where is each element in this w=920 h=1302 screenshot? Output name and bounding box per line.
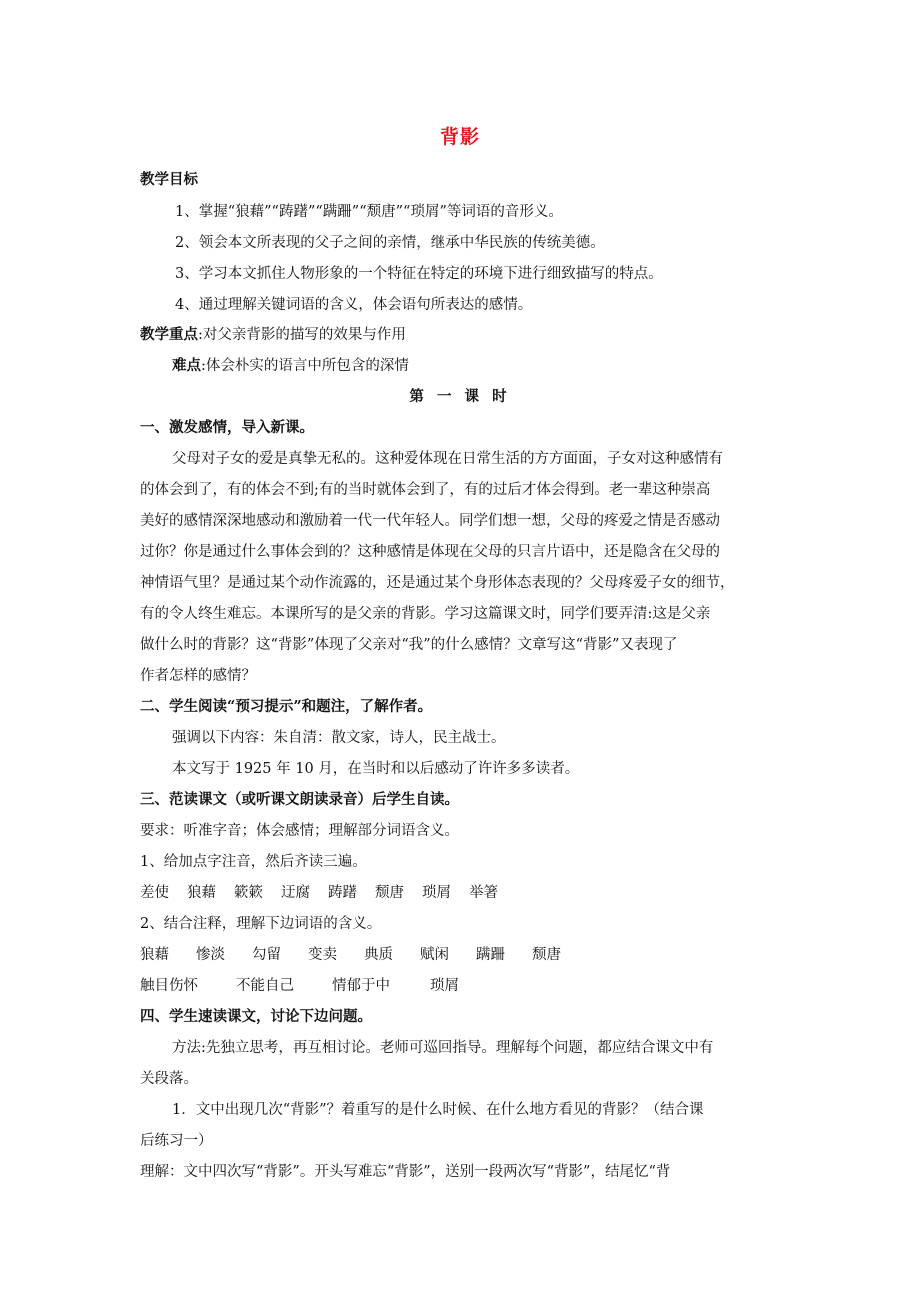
vocab-word: 赋闲 [420,947,449,963]
paragraph-line: 关段落。 [140,1071,198,1087]
paragraph-line: 美好的感情深深地感动和激励着一代一代年轻人。同学们想一想，父母的疼爱之情是否感动 [140,513,720,529]
vocab-word: 蹒跚 [476,947,505,963]
word-list [140,883,498,903]
word-list [140,976,459,996]
difficulty [172,356,409,376]
vocab-word: 不能自己 [236,978,294,994]
vocab-word: 变卖 [308,947,337,963]
question-line: 后练习一） [140,1133,213,1149]
vocab-word: 狼藉 [140,947,169,963]
objectives-heading: 教学目标 [140,171,198,188]
objective-item: 4、通过理解关键词语的含义，体会语句所表达的感情。 [175,297,533,313]
objective-item: 2、领会本文所表现的父子之间的亲情，继承中华民族的传统美德。 [175,235,605,251]
lesson-heading: 第 一 课 时 [409,388,511,405]
paragraph-line: 作者怎样的感情？ [140,668,256,684]
vocab-word: 典质 [364,947,393,963]
objective-item: 3、学习本文抓住人物形象的一个特征在特定的环境下进行细致描写的特点。 [175,266,663,282]
paragraph-line: 父母对子女的爱是真挚无私的。这种爱体现在日常生活的方方面面，子女对这种感情有 [172,451,723,467]
task-line: 2、结合注释，理解下边词语的含义。 [140,916,382,932]
vocab-word: 差使 [140,885,169,901]
vocab-word: 迂腐 [281,885,310,901]
paragraph-line: 神情语气里？是通过某个动作流露的，还是通过某个身形体态表现的？父母疼爱子女的细节， [140,575,735,591]
paragraph-line: 有的令人终生难忘。本课所写的是父亲的背影。学习这篇课文时，同学们要弄清:这是父亲 [140,606,711,622]
paragraph-line: 做什么时的背影？这“背影”体现了父亲对“我”的什么感情？文章写这“背影”又表现了 [140,637,678,653]
document-title: 背影 [439,126,480,148]
vocab-word: 举箸 [469,885,498,901]
paragraph-line: 本文写于 1925 年 10 月，在当时和以后感动了许许多多读者。 [172,761,580,777]
vocab-word: 狼藉 [187,885,216,901]
word-list [140,945,561,965]
vocab-word: 颓唐 [532,947,561,963]
vocab-word: 情郁于中 [332,978,390,994]
vocab-word: 触目伤怀 [140,978,198,994]
paragraph-line: 强调以下内容：朱自清：散文家，诗人，民主战士。 [172,730,506,746]
section-heading: 三、范读课文（或听课文朗读录音）后学生自读。 [140,791,459,808]
requirement-line: 要求：听准字音；体会感情；理解部分词语含义。 [140,823,459,839]
section-heading: 二、学生阅读“预习提示”和题注，了解作者。 [140,698,433,715]
key-point-text: :对父亲背影的描写的效果与作用 [198,327,406,343]
difficulty-label: 难点 [172,357,201,374]
section-heading: 一、激发感情，导入新课。 [140,419,314,436]
objective-item: 1、掌握“狼藉”“踌躇”“蹒跚”“颓唐”“琐屑”等词语的音形义。 [175,204,563,220]
vocab-word: 勾留 [252,947,281,963]
key-point [140,325,406,345]
paragraph-line: 的体会到了，有的体会不到;有的当时就体会到了，有的过后才体会得到。老一辈这种崇高 [140,482,711,498]
section-heading: 四、学生速读课文，讨论下边问题。 [140,1008,372,1025]
paragraph-line: 方法:先独立思考，再互相讨论。老师可巡回指导。理解每个问题，都应结合课文中有 [172,1040,714,1056]
vocab-word: 簌簌 [234,885,263,901]
vocab-word: 惨淡 [196,947,225,963]
task-line: 1、给加点字注音，然后齐读三遍。 [140,854,367,870]
difficulty-text: :体会朴实的语言中所包含的深情 [201,358,409,374]
vocab-word: 踌躇 [328,885,357,901]
vocab-word: 琐屑 [422,885,451,901]
paragraph-line: 过你？你是通过什么事体会到的？这种感情是体现在父母的只言片语中，还是隐含在父母的 [140,544,720,560]
vocab-word: 颓唐 [375,885,404,901]
vocab-word: 琐屑 [430,978,459,994]
answer-line: 理解：文中四次写“背影”。开头写难忘“背影”，送别一段两次写“背影”，结尾忆“背 [140,1164,671,1180]
key-point-label: 教学重点 [140,326,198,343]
question-line: 1．文中出现几次“背影”？着重写的是什么时候、在什么地方看见的背影？（结合课 [172,1102,704,1118]
